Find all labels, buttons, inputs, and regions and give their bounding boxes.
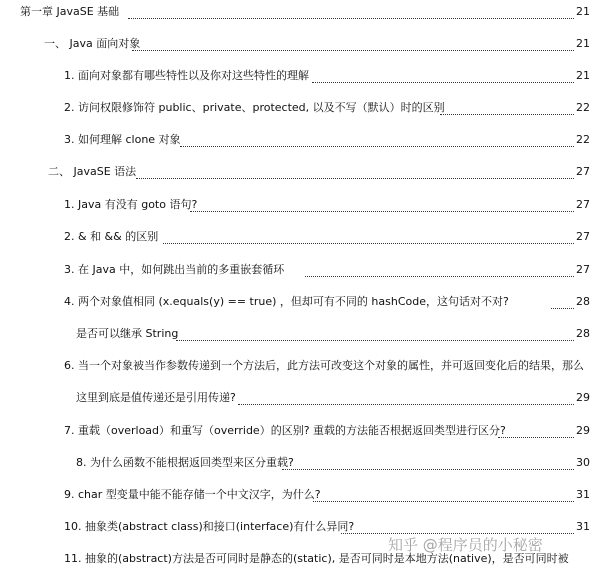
toc-entry[interactable] <box>0 487 608 503</box>
toc-entry[interactable] <box>0 68 608 84</box>
toc-page-number: 31 <box>576 488 590 501</box>
dot-leader <box>163 229 574 244</box>
dot-leader <box>440 100 574 115</box>
watermark-text: 知乎 @程序员的小秘密 <box>388 536 543 554</box>
toc-entry-title: 3. 在 Java 中，如何跳出当前的多重嵌套循环 <box>64 263 285 276</box>
toc-entry[interactable] <box>0 326 608 342</box>
toc-entry-title: 这里到底是值传递还是引用传递? <box>76 391 236 404</box>
toc-entry[interactable] <box>0 519 608 535</box>
toc-page-number: 22 <box>576 101 590 114</box>
toc-page-number: 21 <box>576 5 590 18</box>
dot-leader <box>176 326 574 341</box>
toc-page-number: 21 <box>576 37 590 50</box>
dot-leader <box>551 294 574 309</box>
toc-entry[interactable] <box>0 36 608 52</box>
toc-page-number: 27 <box>576 263 590 276</box>
toc-entry[interactable] <box>0 229 608 245</box>
toc-entry-title: 10. 抽象类(abstract class)和接口(interface)有什么异同? <box>64 520 355 533</box>
toc-entry-title: 6. 当一个对象被当作参数传递到一个方法后，此方法可改变这个对象的属性，并可返回变化后的结果，那么 <box>64 359 584 372</box>
dot-leader <box>312 68 574 83</box>
dot-leader <box>238 390 574 405</box>
toc-entry[interactable] <box>0 455 608 471</box>
dot-leader <box>498 423 574 438</box>
toc-entry[interactable] <box>0 423 608 439</box>
toc-entry[interactable] <box>0 358 608 374</box>
toc-entry[interactable] <box>0 262 608 278</box>
toc-entry[interactable] <box>0 100 608 116</box>
toc-entry-title: 2. & 和 && 的区别 <box>64 230 159 243</box>
toc-entry-title: 7. 重载（overload）和重写（override）的区别? 重载的方法能否根据返回类型进行区分? <box>64 424 506 437</box>
dot-leader <box>313 487 574 502</box>
dot-leader <box>136 164 574 179</box>
toc-entry-title: 是否可以继承 String <box>76 327 179 340</box>
dot-leader <box>341 519 574 534</box>
toc-entry[interactable] <box>0 294 608 310</box>
dot-leader <box>180 132 574 147</box>
toc-entry-title: 4. 两个对象值相同 (x.equals(y) == true) ，但却可有不同的 hashCode，这句话对不对? <box>64 295 509 308</box>
toc-entry-title: 1. 面向对象都有哪些特性以及你对这些特性的理解 <box>64 69 309 82</box>
toc-entry[interactable] <box>0 164 608 180</box>
toc-page-number: 29 <box>576 391 590 404</box>
toc-entry-title: 11. 抽象的(abstract)方法是否可同时是静态的(static), 是否可同时是本地方法(native)，是否可同时被 <box>64 552 569 565</box>
dot-leader <box>282 455 574 470</box>
toc-page-number: 29 <box>576 424 590 437</box>
toc-page-number: 22 <box>576 133 590 146</box>
toc-page-number: 28 <box>576 327 590 340</box>
toc-entry-title: 第一章 JavaSE 基础 <box>20 5 120 18</box>
toc-page-number: 28 <box>576 295 590 308</box>
toc-entry-title: 2. 访问权限修饰符 public、private、protected, 以及不写（默认）时的区别 <box>64 101 445 114</box>
toc-entry-title: 9. char 型变量中能不能存储一个中文汉字，为什么? <box>64 488 321 501</box>
toc-entry-title: 8. 为什么函数不能根据返回类型来区分重载? <box>76 456 294 469</box>
dot-leader <box>128 4 574 19</box>
toc-entry-title: 3. 如何理解 clone 对象 <box>64 133 181 146</box>
toc-page-number: 31 <box>576 520 590 533</box>
toc-entry-title: 二、 JavaSE 语法 <box>48 165 137 178</box>
toc-entry-title: 1. Java 有没有 goto 语句? <box>64 198 198 211</box>
toc-page-number: 27 <box>576 230 590 243</box>
toc-entry-title: 一、 Java 面向对象 <box>44 37 141 50</box>
dot-leader <box>132 36 574 51</box>
toc-page-number: 21 <box>576 69 590 82</box>
dot-leader <box>305 262 574 277</box>
toc-entry[interactable] <box>0 132 608 148</box>
toc-entry[interactable] <box>0 197 608 213</box>
toc-entry[interactable] <box>0 390 608 406</box>
toc-entry[interactable] <box>0 4 608 20</box>
dot-leader <box>190 197 574 212</box>
toc-page-number: 27 <box>576 198 590 211</box>
toc-page-number: 30 <box>576 456 590 469</box>
toc-page-number: 27 <box>576 165 590 178</box>
